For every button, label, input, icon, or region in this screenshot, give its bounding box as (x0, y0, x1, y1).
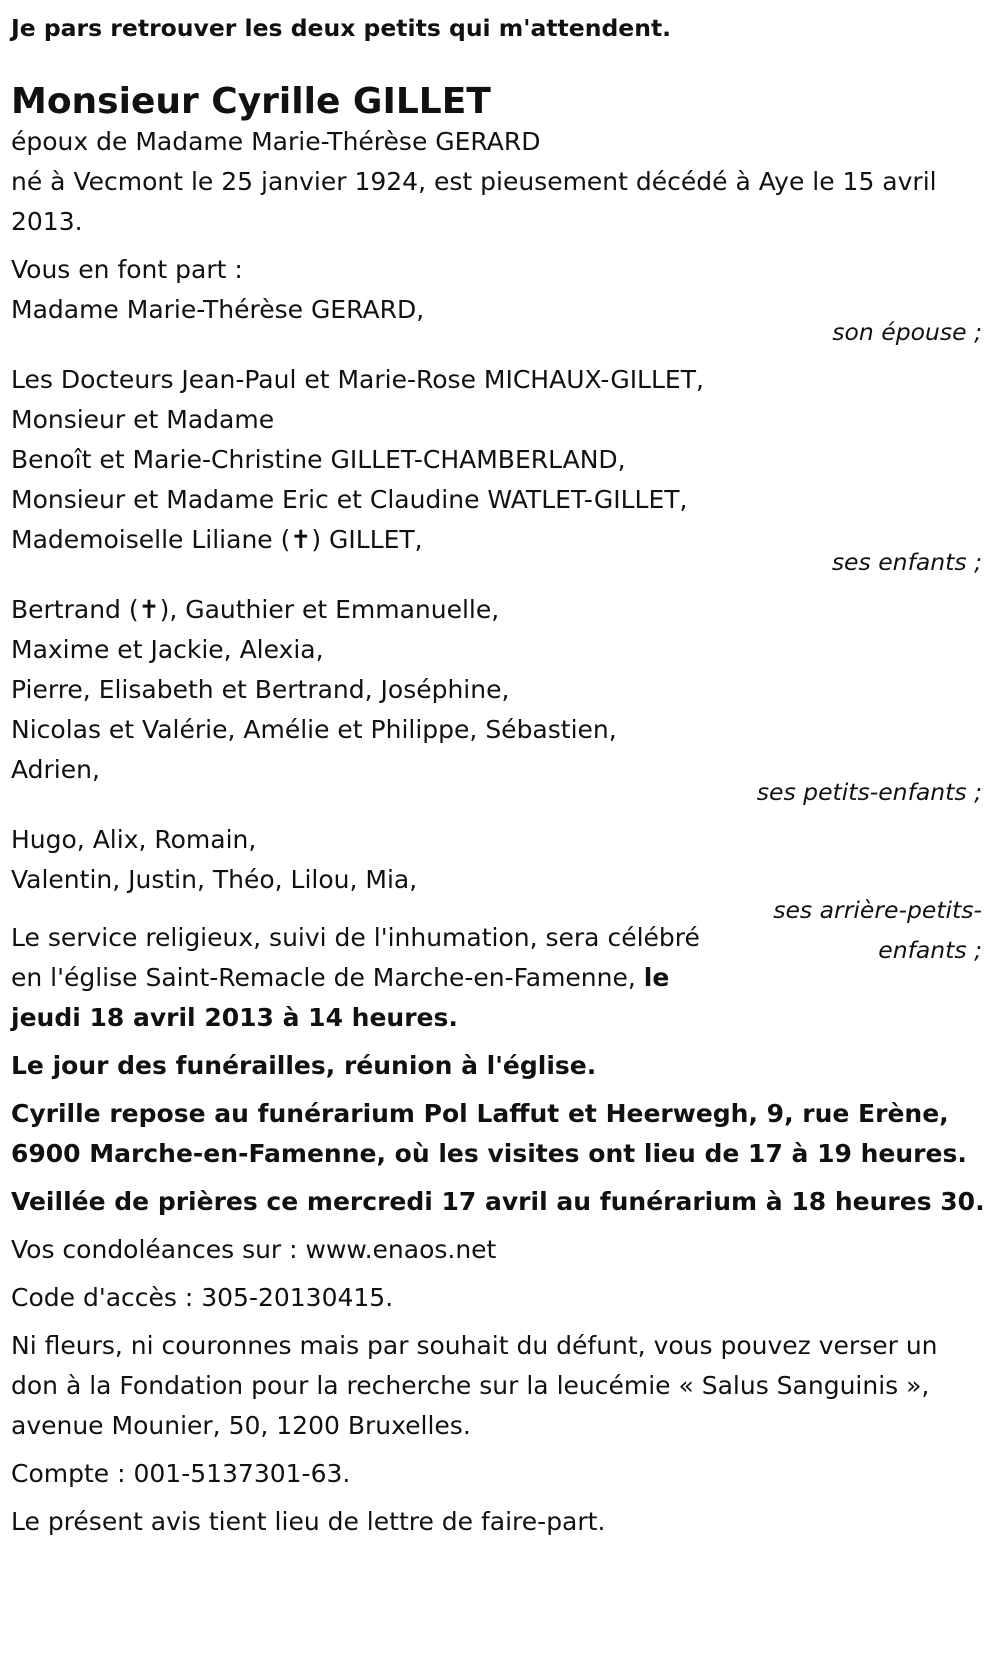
grandchild-line: Pierre, Elisabeth et Bertrand, Joséphine, (11, 675, 510, 704)
child-line: Monsieur et Madame Eric et Claudine WATLET-GILLET, (11, 485, 688, 514)
children-block (11, 360, 990, 582)
spouse-block (11, 290, 990, 352)
closing-line: Le présent avis tient lieu de lettre de faire-part. (11, 1507, 606, 1536)
vigil-line: Veillée de prières ce mercredi 17 avril au funérarium à 18 heures 30. (11, 1187, 985, 1216)
children-role: ses enfants ; (831, 548, 982, 576)
spouse-role: son épouse ; (832, 318, 982, 346)
great-grandchild-line: Hugo, Alix, Romain, (11, 825, 257, 854)
donation-paragraph: Ni fleurs, ni couronnes mais par souhait du défunt, vous pouvez verser un don à la Fondation pour la recherche sur la leucémie « Salus Sanguinis », avenue Mounier, 50, 1200 Bruxelles. (11, 1331, 938, 1440)
announcers-intro: Vous en font part : (11, 255, 243, 284)
epigraph: Je pars retrouver les deux petits qui m'attendent. (11, 14, 672, 42)
child-line: Monsieur et Madame (11, 405, 275, 434)
child-line: Mademoiselle Liliane (✝) GILLET, (11, 525, 423, 554)
spouse-line: époux de Madame Marie-Thérèse GERARD (11, 127, 541, 156)
gathering-line: Le jour des funérailles, réunion à l'église. (11, 1051, 597, 1080)
grandchild-line: Adrien, (11, 755, 100, 784)
great-grandchildren-role (742, 890, 990, 970)
spouse-name: Madame Marie-Thérèse GERARD, (11, 295, 425, 324)
great-grandchildren-role-line: enfants ; (878, 936, 982, 964)
service-text-1: Le service religieux, suivi de l'inhumation, sera célébré (11, 923, 700, 952)
grandchildren-role: ses petits-enfants ; (756, 778, 982, 806)
birth-death-line: né à Vecmont le 25 janvier 1924, est pieusement décédé à Aye le 15 avril 2013. (11, 167, 937, 236)
service-text-2: en l'église Saint-Remacle de Marche-en-Famenne, (11, 963, 644, 992)
grandchildren-block (11, 590, 990, 812)
great-grandchildren-role-line: ses arrière-petits- (773, 896, 982, 924)
grandchild-line: Nicolas et Valérie, Amélie et Philippe, Sébastien, (11, 715, 617, 744)
grandchild-line: Maxime et Jackie, Alexia, (11, 635, 324, 664)
great-grandchild-line: Valentin, Justin, Théo, Lilou, Mia, (11, 865, 418, 894)
funeral-home-line: Cyrille repose au funérarium Pol Laffut et Heerwegh, 9, rue Erène, 6900 Marche-en-Famenne, où les visites ont lieu de 17 à 19 heures. (11, 1099, 967, 1168)
access-code-line: Code d'accès : 305-20130415. (11, 1283, 394, 1312)
account-line: Compte : 001-5137301-63. (11, 1459, 351, 1488)
child-line: Les Docteurs Jean-Paul et Marie-Rose MICHAUX-GILLET, (11, 365, 704, 394)
child-line: Benoît et Marie-Christine GILLET-CHAMBERLAND, (11, 445, 626, 474)
grandchild-line: Bertrand (✝), Gauthier et Emmanuelle, (11, 595, 500, 624)
service-date: le jeudi 18 avril 2013 à 14 heures. (11, 963, 670, 1032)
deceased-name: Monsieur Cyrille GILLET (11, 81, 491, 122)
condolences-line: Vos condoléances sur : www.enaos.net (11, 1235, 497, 1264)
